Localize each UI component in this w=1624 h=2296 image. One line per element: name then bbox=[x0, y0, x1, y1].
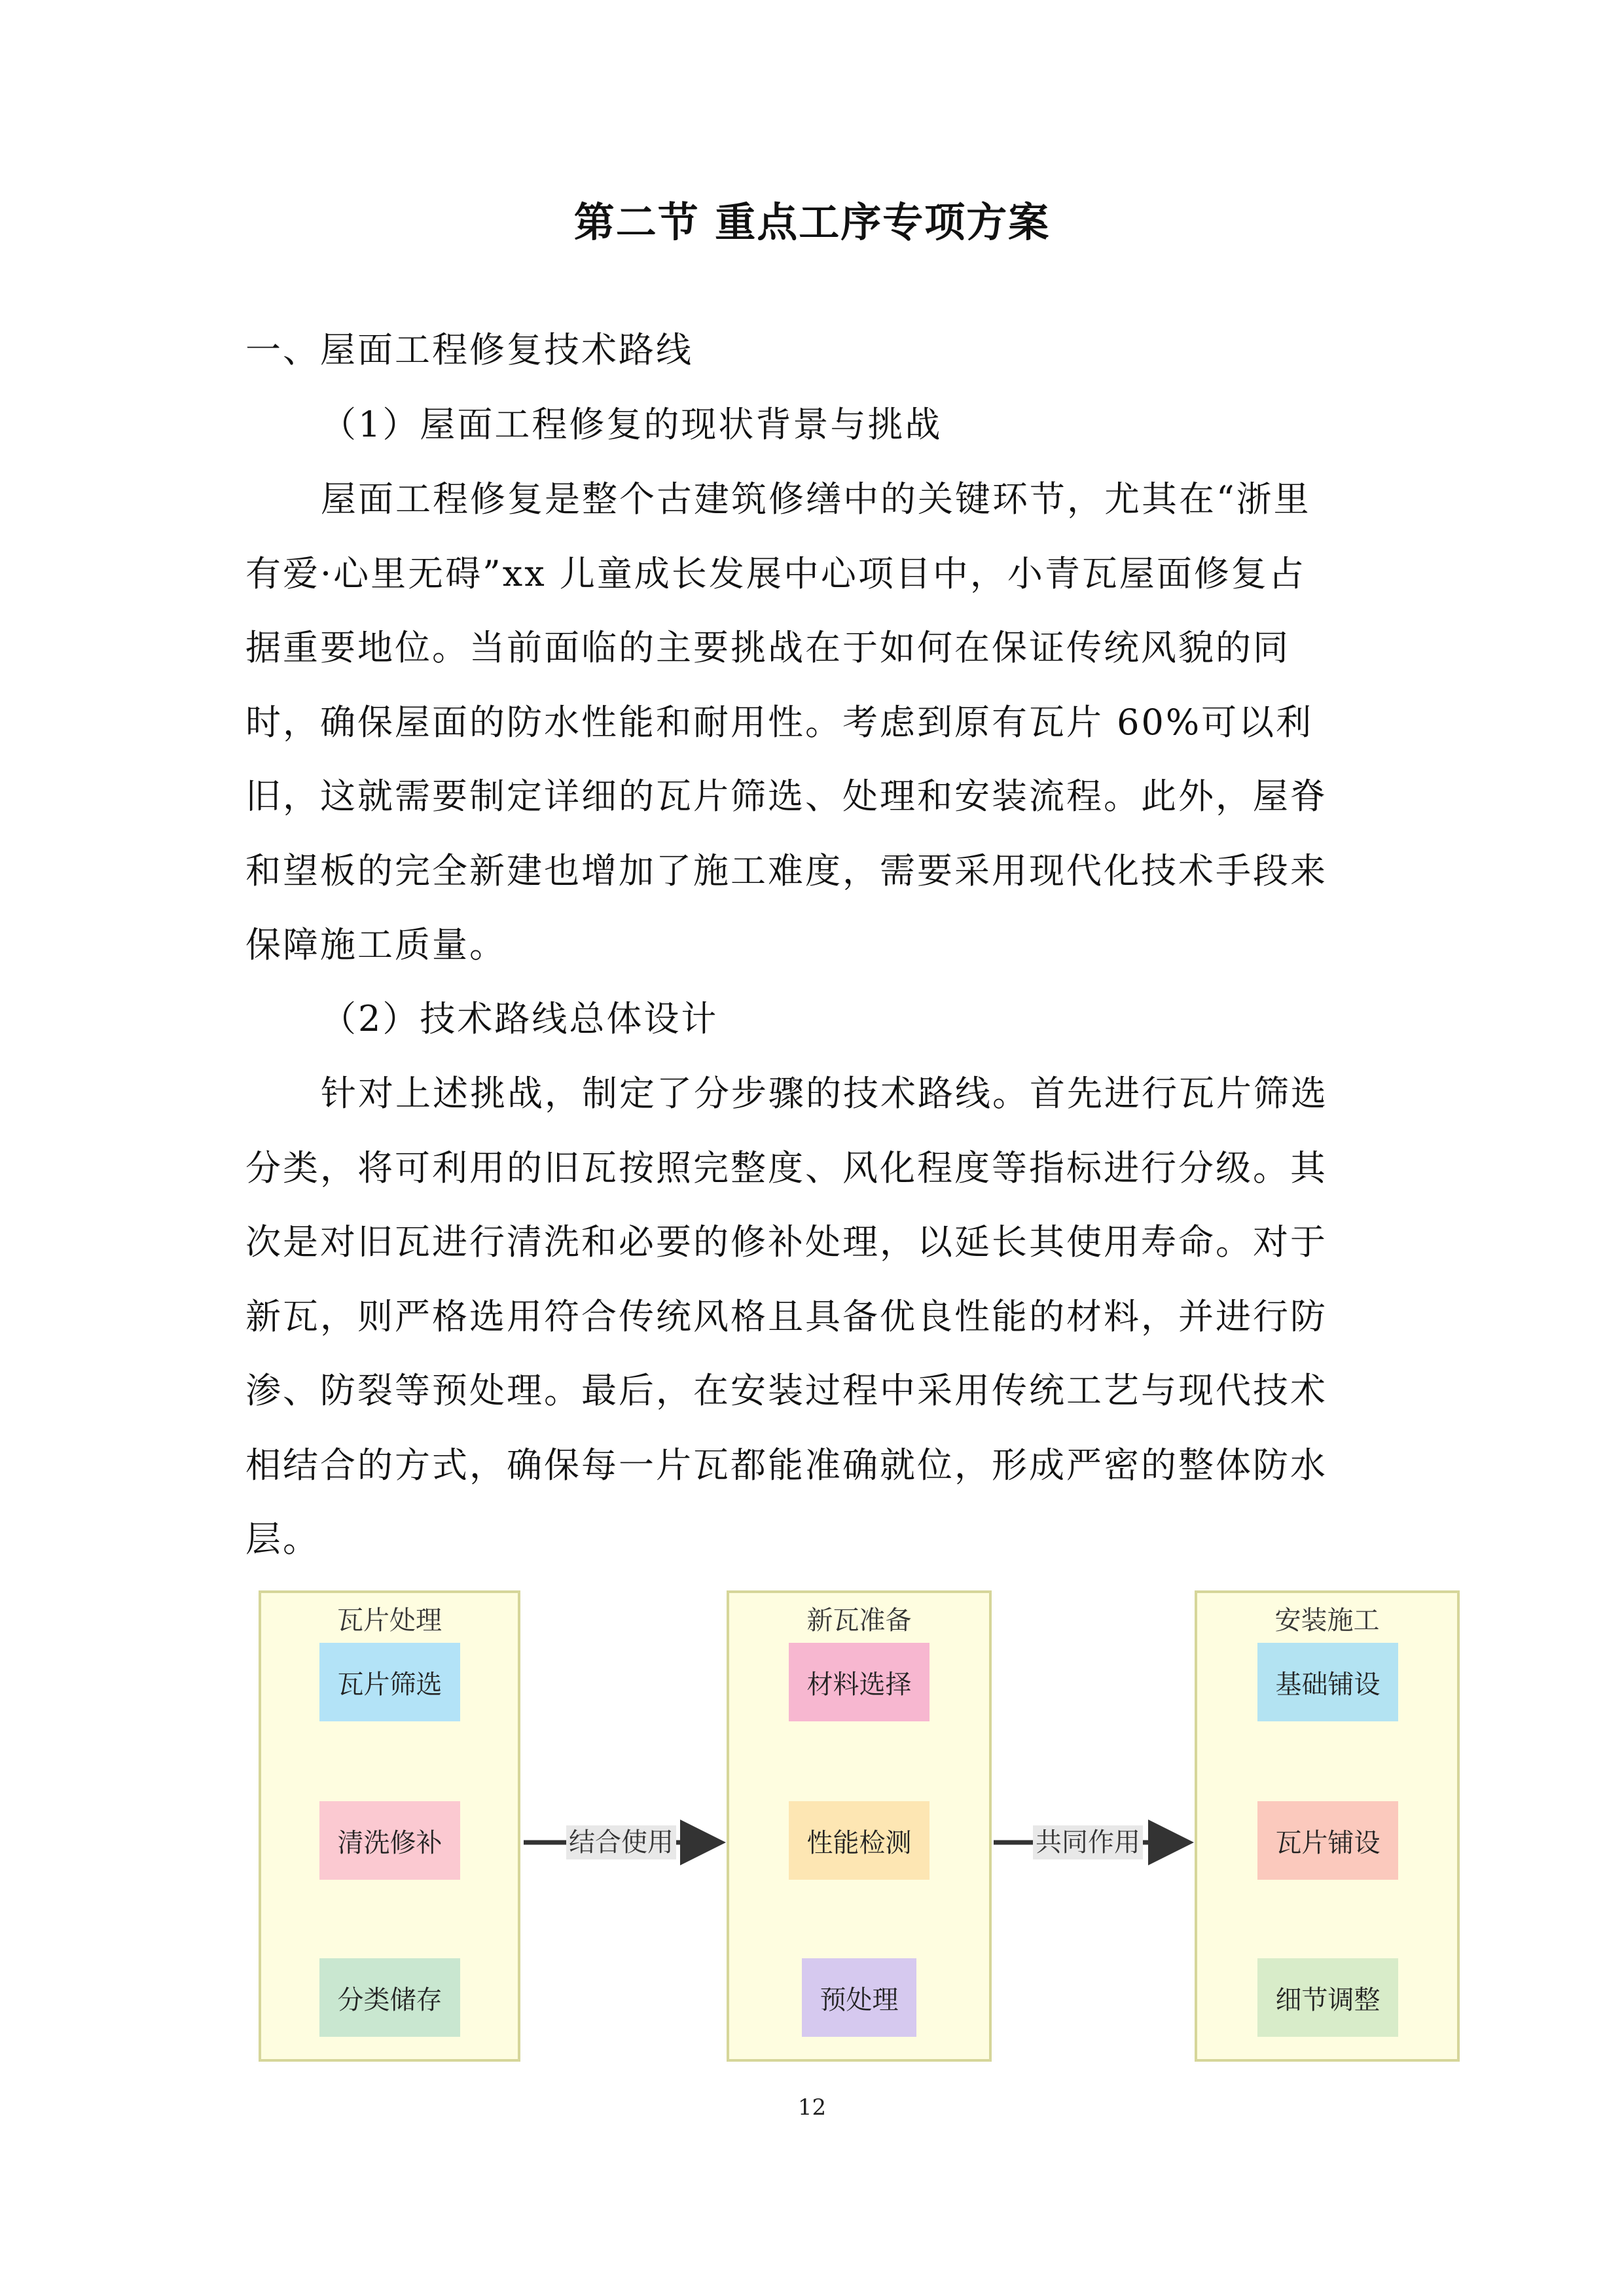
subsection-1-paragraph bbox=[245, 462, 1381, 982]
edge-label-combined-use: 结合使用 bbox=[566, 1825, 676, 1859]
paragraph-line: 层。 bbox=[245, 1518, 320, 1560]
paragraph-line: 时，确保屋面的防水性能和耐用性。考虑到原有瓦片 60%可以利 bbox=[245, 701, 1314, 743]
node-base-laying: 基础铺设 bbox=[1257, 1643, 1398, 1721]
paragraph-line: 次是对旧瓦进行清洗和必要的修补处理，以延长其使用寿命。对于 bbox=[245, 1221, 1327, 1263]
node-cleaning-repair: 清洗修补 bbox=[319, 1801, 460, 1880]
paragraph-line: 有爱·心里无碍”xx 儿童成长发展中心项目中，小青瓦屋面修复占 bbox=[245, 552, 1306, 594]
edge-label-joint-action: 共同作用 bbox=[1033, 1825, 1143, 1859]
section-heading-text: 一、屋面工程修复技术路线 bbox=[245, 329, 693, 370]
paragraph-line: 和望板的完全新建也增加了施工难度，需要采用现代化技术手段来 bbox=[245, 850, 1327, 891]
node-detail-adjustment: 细节调整 bbox=[1257, 1958, 1398, 2037]
paragraph-line: 保障施工质量。 bbox=[245, 924, 507, 965]
paragraph-line: 针对上述挑战，制定了分步骤的技术路线。首先进行瓦片筛选 bbox=[321, 1073, 1328, 1114]
subsection-2-paragraph bbox=[245, 1056, 1381, 1577]
node-tile-laying: 瓦片铺设 bbox=[1257, 1801, 1398, 1880]
node-material-selection: 材料选择 bbox=[789, 1643, 929, 1721]
subsection-2-heading-text: （2）技术路线总体设计 bbox=[321, 998, 719, 1039]
group-title: 新瓦准备 bbox=[806, 1605, 912, 1636]
group-title: 瓦片处理 bbox=[337, 1605, 442, 1636]
node-pretreatment: 预处理 bbox=[802, 1958, 916, 2037]
subsection-2-heading bbox=[245, 982, 1381, 1056]
node-classified-storage: 分类储存 bbox=[319, 1958, 460, 2037]
subsection-1-heading bbox=[245, 387, 1381, 462]
paragraph-line: 据重要地位。当前面临的主要挑战在于如何在保证传统风貌的同 bbox=[245, 627, 1290, 668]
node-tile-screening: 瓦片筛选 bbox=[319, 1643, 460, 1721]
section-heading bbox=[245, 313, 1381, 387]
paragraph-line: 相结合的方式，确保每一片瓦都能准确就位，形成严密的整体防水 bbox=[245, 1444, 1327, 1486]
page-title: 第二节 重点工序专项方案 bbox=[573, 198, 1051, 246]
group-title: 安装施工 bbox=[1274, 1605, 1380, 1636]
subsection-1-heading-text: （1）屋面工程修复的现状背景与挑战 bbox=[321, 404, 943, 445]
paragraph-line: 渗、防裂等预处理。最后，在安装过程中采用传统工艺与现代技术 bbox=[245, 1370, 1327, 1411]
paragraph-line: 屋面工程修复是整个古建筑修缮中的关键环节，尤其在“浙里 bbox=[321, 478, 1311, 520]
paragraph-line: 旧，这就需要制定详细的瓦片筛选、处理和安装流程。此外，屋脊 bbox=[245, 776, 1327, 817]
page-number: 12 bbox=[797, 2094, 827, 2121]
paragraph-line: 新瓦，则严格选用符合传统风格且具备优良性能的材料，并进行防 bbox=[245, 1295, 1327, 1337]
paragraph-line: 分类，将可利用的旧瓦按照完整度、风化程度等指标进行分级。其 bbox=[245, 1147, 1327, 1189]
node-performance-testing: 性能检测 bbox=[789, 1801, 929, 1880]
